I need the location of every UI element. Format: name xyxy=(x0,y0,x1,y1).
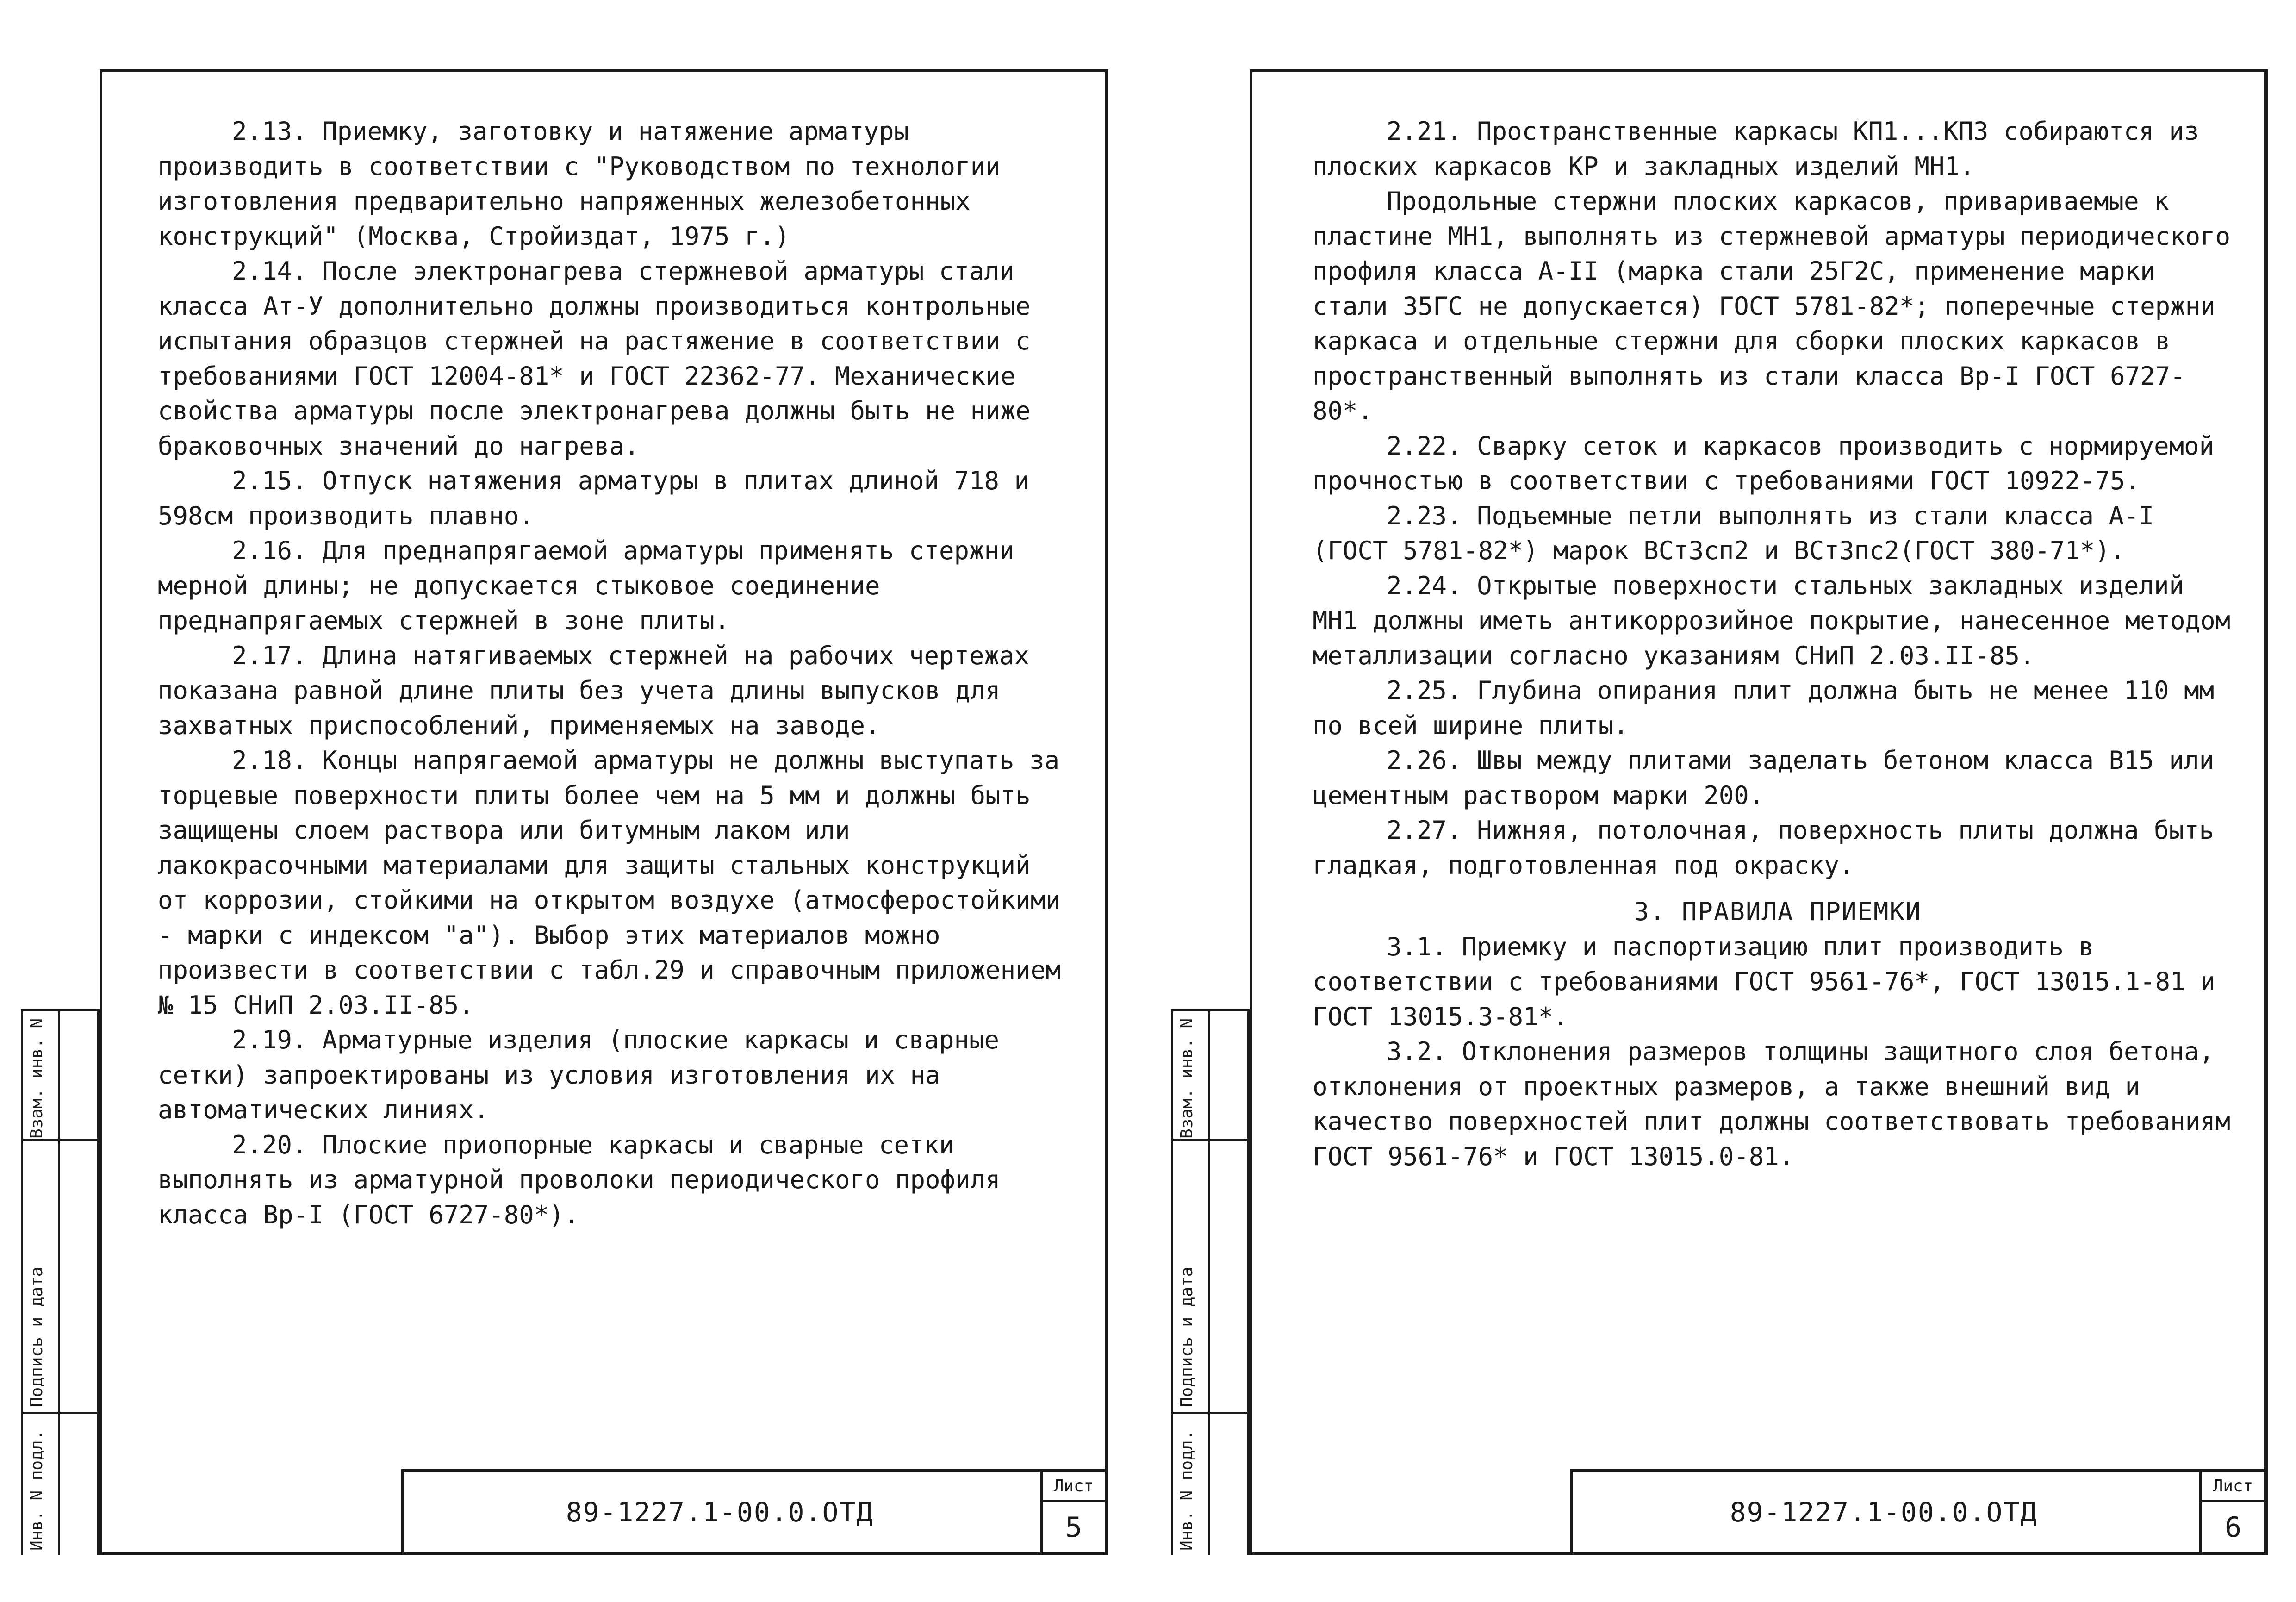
stamp-signature-date: Подпись и дата xyxy=(27,1266,46,1407)
stamp-signature-date: Подпись и дата xyxy=(1177,1266,1196,1407)
para-2-21: 2.21. Пространственные каркасы КП1...КП3 собираются из плоских каркасов КР и закладных изделий МН1. xyxy=(1313,117,2199,181)
para-3-2: 3.2. Отклонения размеров толщины защитного слоя бетона, отклонения от проектных размеров, а также внешний вид и качество поверхностей плит должны соответствовать требованиям ГОСТ 9561-76* и ГОСТ 13015.0-81. xyxy=(1313,1037,2231,1171)
right-sheet xyxy=(1250,69,2268,1555)
right-sheet-text xyxy=(1313,114,2243,1174)
para-2-25: 2.25. Глубина опирания плит должна быть не менее 110 мм по всей ширине плиты. xyxy=(1313,676,2215,740)
sheet-number: 6 xyxy=(2224,1511,2242,1544)
para-2-21-cont: Продольные стержни плоских каркасов, привариваемые к пластине МН1, выполнять из стержневой арматуры периодического профиля класса А-II (марка стали 25Г2С, применение марки стали 35ГС не допускается) ГОСТ 5781-82*; поперечные стержни каркаса и отдельные стержни для сборки плоских каркасов в пространственный выполнять из стали класса Вр-I ГОСТ 6727-80*. xyxy=(1313,187,2231,425)
para-2-20: 2.20. Плоские приопорные каркасы и сварные сетки выполнять из арматурной проволоки периодического профиля класса Вр-I (ГОСТ 6727-80*). xyxy=(158,1130,1001,1229)
para-2-22: 2.22. Сварку сеток и каркасов производить с нормируемой прочностью в соответствии с требованиями ГОСТ 10922-75. xyxy=(1313,431,2215,495)
sheet-number: 5 xyxy=(1065,1511,1083,1544)
sheet-number-box xyxy=(2199,1472,2264,1552)
para-2-16: 2.16. Для преднапрягаемой арматуры применять стержни мерной длины; не допускается стыковое соединение преднапрягаемых стержней в зоне плиты. xyxy=(158,536,1014,635)
para-2-13: 2.13. Приемку, заготовку и натяжение арматуры производить в соответствии с "Руководством по технологии изготовления предварительно напряженных железобетонных конструкций" (Москва, Стройиздат, 1975 г.) xyxy=(158,117,1001,251)
sheet-number-box xyxy=(1040,1472,1105,1552)
side-stamp xyxy=(21,1009,100,1555)
title-block xyxy=(1570,1469,2264,1552)
sheet-label: Лист xyxy=(2202,1472,2264,1502)
para-2-27: 2.27. Нижняя, потолочная, поверхность плиты должна быть гладкая, подготовленная под окраску. xyxy=(1313,816,2215,880)
para-2-23: 2.23. Подъемные петли выполнять из стали класса А-I (ГОСТ 5781-82*) марок ВСт3сп2 и ВСт3пс2(ГОСТ 380-71*). xyxy=(1313,501,2154,565)
stamp-replacement-inventory: Взам. инв. N xyxy=(27,1018,46,1139)
document-code: 89-1227.1-00.0.ОТД xyxy=(566,1496,874,1528)
stamp-replacement-inventory: Взам. инв. N xyxy=(1177,1018,1196,1139)
side-stamp xyxy=(1171,1009,1250,1555)
stamp-original-inventory: Инв. N подл. xyxy=(1177,1430,1196,1551)
document-code: 89-1227.1-00.0.ОТД xyxy=(1730,1496,2038,1528)
para-2-19: 2.19. Арматурные изделия (плоские каркасы и сварные сетки) запроектированы из условия изготовления их на автоматических линиях. xyxy=(158,1025,1000,1124)
para-2-14: 2.14. После электронагрева стержневой арматуры стали класса Ат-У дополнительно должны производиться контрольные испытания образцов стержней на растяжение в соответствии с требованиями ГОСТ 12004-81* и ГОСТ 22362-77. Механические свойства арматуры после электронагрева должны быть не ниже браковочных значений до нагрева. xyxy=(158,256,1031,461)
para-3-1: 3.1. Приемку и паспортизацию плит производить в соответствии с требованиями ГОСТ 9561-76*, ГОСТ 13015.1-81 и ГОСТ 13015.3-81*. xyxy=(1313,932,2215,1031)
section-heading: 3. ПРАВИЛА ПРИЕМКИ xyxy=(1634,897,1922,926)
para-2-26: 2.26. Швы между плитами заделать бетоном класса В15 или цементным раствором марки 200. xyxy=(1313,746,2215,810)
left-sheet xyxy=(100,69,1108,1555)
sheet-label: Лист xyxy=(1043,1472,1105,1502)
title-block xyxy=(401,1469,1105,1552)
stamp-original-inventory: Инв. N подл. xyxy=(27,1430,46,1551)
para-2-24: 2.24. Открытые поверхности стальных закладных изделий МН1 должны иметь антикоррозийное покрытие, нанесенное методом металлизации согласно указаниям СНиП 2.03.II-85. xyxy=(1313,571,2231,670)
para-2-18: 2.18. Концы напрягаемой арматуры не должны выступать за торцевые поверхности плиты более чем на 5 мм и должны быть защищены слоем раствора или битумным лаком или лакокрасочными материалами для защиты стальных конструкций от коррозии, стойкими на открытом воздухе (атмосферостойкими - марки с индексом "а"). Выбор этих материалов можно произвести в соответствии с табл.29 и справочным приложением № 15 СНиП 2.03.II-85. xyxy=(158,746,1061,1020)
left-sheet-text xyxy=(158,114,1074,1232)
para-2-17: 2.17. Длина натягиваемых стержней на рабочих чертежах показана равной длине плиты без учета длины выпусков для захватных приспособлений, применяемых на заводе. xyxy=(158,641,1030,740)
para-2-15: 2.15. Отпуск натяжения арматуры в плитах длиной 718 и 598см производить плавно. xyxy=(158,466,1030,530)
